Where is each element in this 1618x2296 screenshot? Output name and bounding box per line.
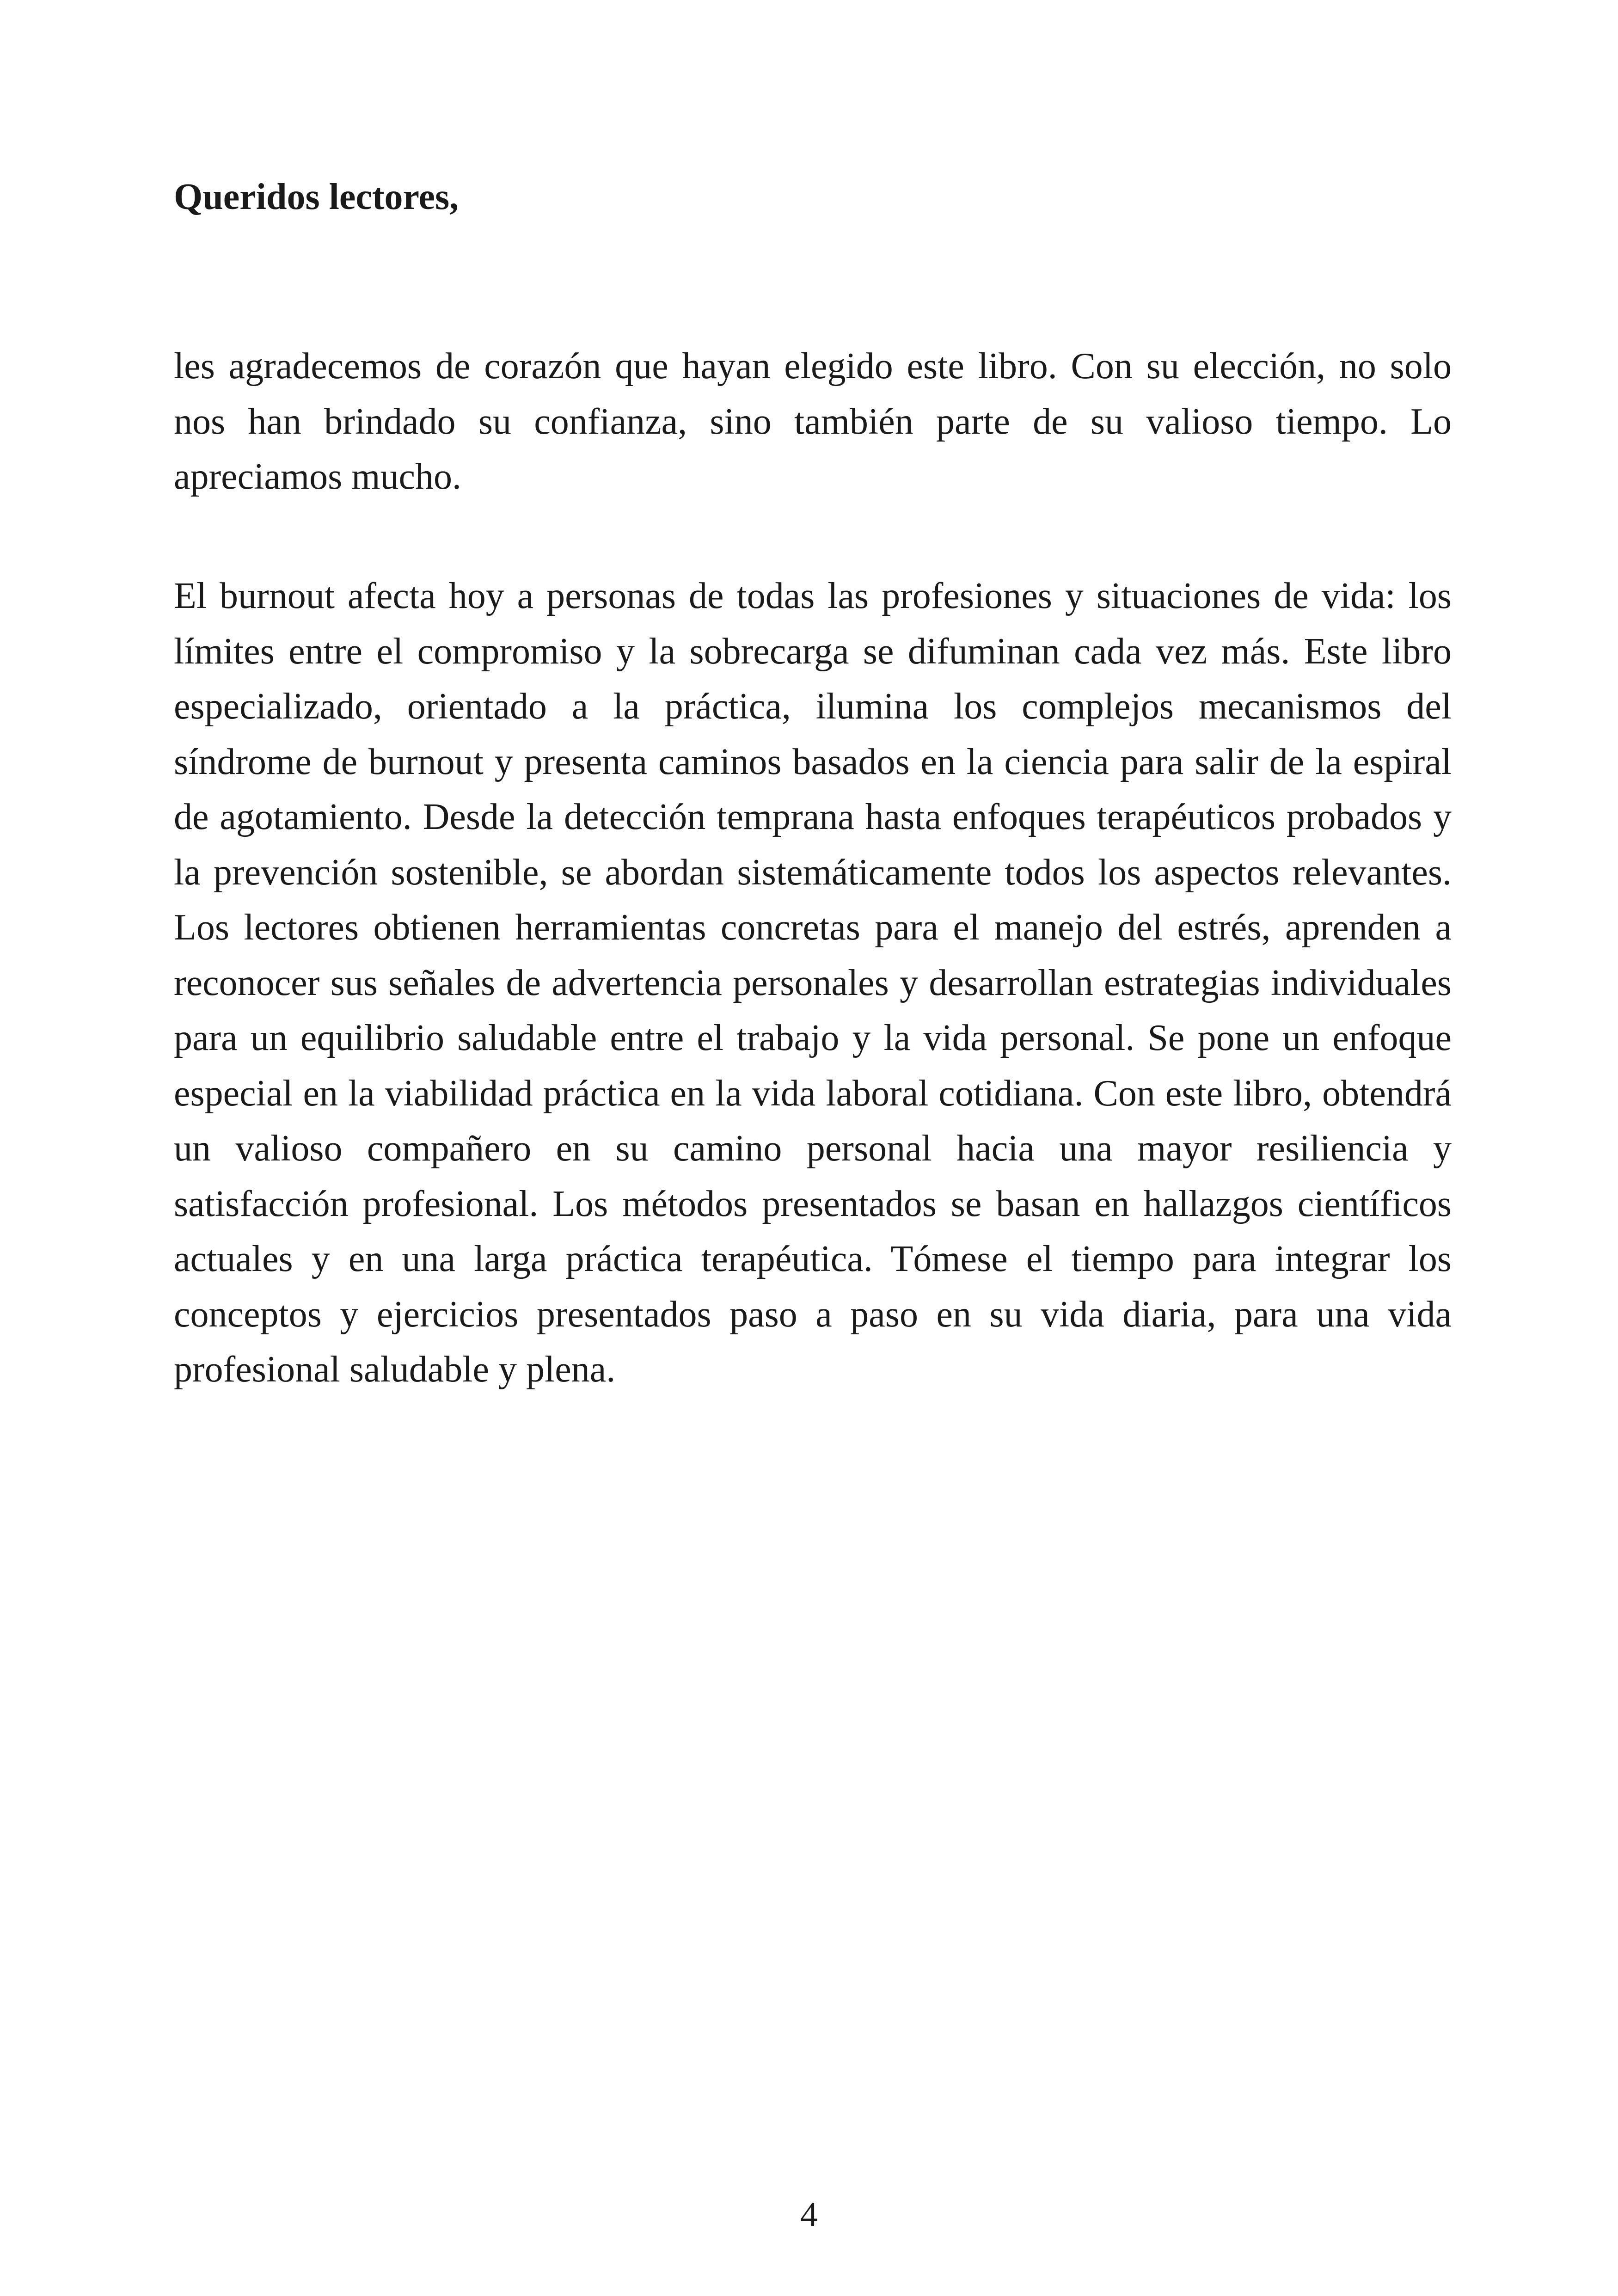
paragraph-book-description: El burnout afecta hoy a personas de todas las profesiones y situaciones de vida: los límites entre el compromiso y la sobrecarga se difuminan cada vez más. Este libro especializado, orientado a la práctica, ilumina los complejos mecanismos del síndrome de burnout y presenta caminos basados en la ciencia para salir de la espiral de agotamiento. Desde la detección temprana hasta enfoques terapéuticos probados y la prevención sostenible, se abordan sistemáticamente todos los aspectos relevantes. Los lectores obtienen herramientas concretas para el manejo del estrés, aprenden a reconocer sus señales de advertencia personales y desarrollan estrategias individuales para un equilibrio saludable entre el trabajo y la vida personal. Se pone un enfoque especial en la viabilidad práctica en la vida laboral cotidiana. Con este libro, obtendrá un valioso compañero en su camino personal hacia una mayor resiliencia y satisfacción profesional. Los métodos presentados se basan en hallazgos científicos actuales y en una larga práctica terapéutica. Tómese el tiempo para integrar los conceptos y ejercicios presentados paso a paso en su vida diaria, para una vida profesional saludable y plena. — [174, 576, 1452, 1390]
page-number: 4 — [800, 2195, 818, 2234]
paragraph-thanks: les agradecemos de corazón que hayan elegido este libro. Con su elección, no solo nos han brindado su confianza, sino también parte de su valioso tiempo. Lo apreciamos mucho. — [174, 346, 1452, 497]
salutation-heading: Queridos lectores, — [174, 177, 459, 217]
